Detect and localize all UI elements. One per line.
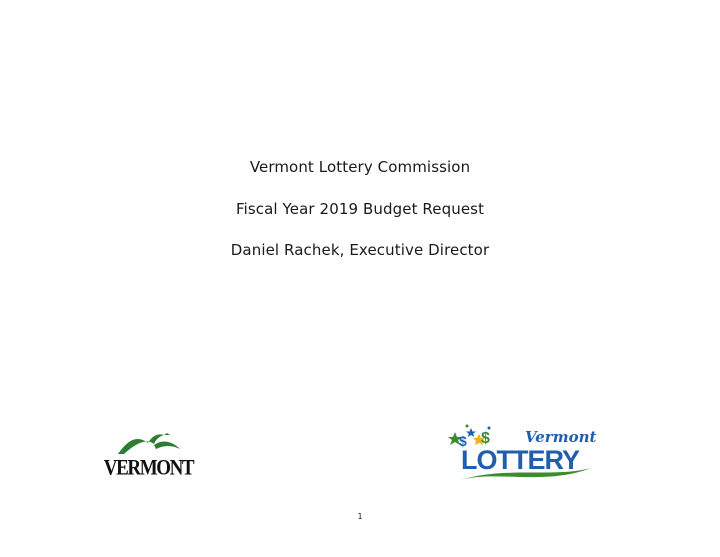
budget-request-title: Fiscal Year 2019 Budget Request	[235, 200, 485, 218]
svg-text:$: $	[459, 433, 467, 449]
vermont-wordmark: VERMONT	[103, 456, 194, 481]
svg-text:$: $	[481, 430, 490, 447]
vermont-state-logo	[100, 427, 196, 479]
page-number: 1	[357, 512, 363, 521]
lottery-wordmark: LOTTERY	[461, 445, 579, 475]
mountain-swoosh-icon	[114, 427, 184, 457]
organization-title: Vermont Lottery Commission	[249, 158, 471, 176]
vermont-lottery-logo	[445, 422, 595, 490]
presenter-title: Daniel Rachek, Executive Director	[230, 241, 490, 259]
vermont-script-text: Vermont	[525, 428, 597, 446]
